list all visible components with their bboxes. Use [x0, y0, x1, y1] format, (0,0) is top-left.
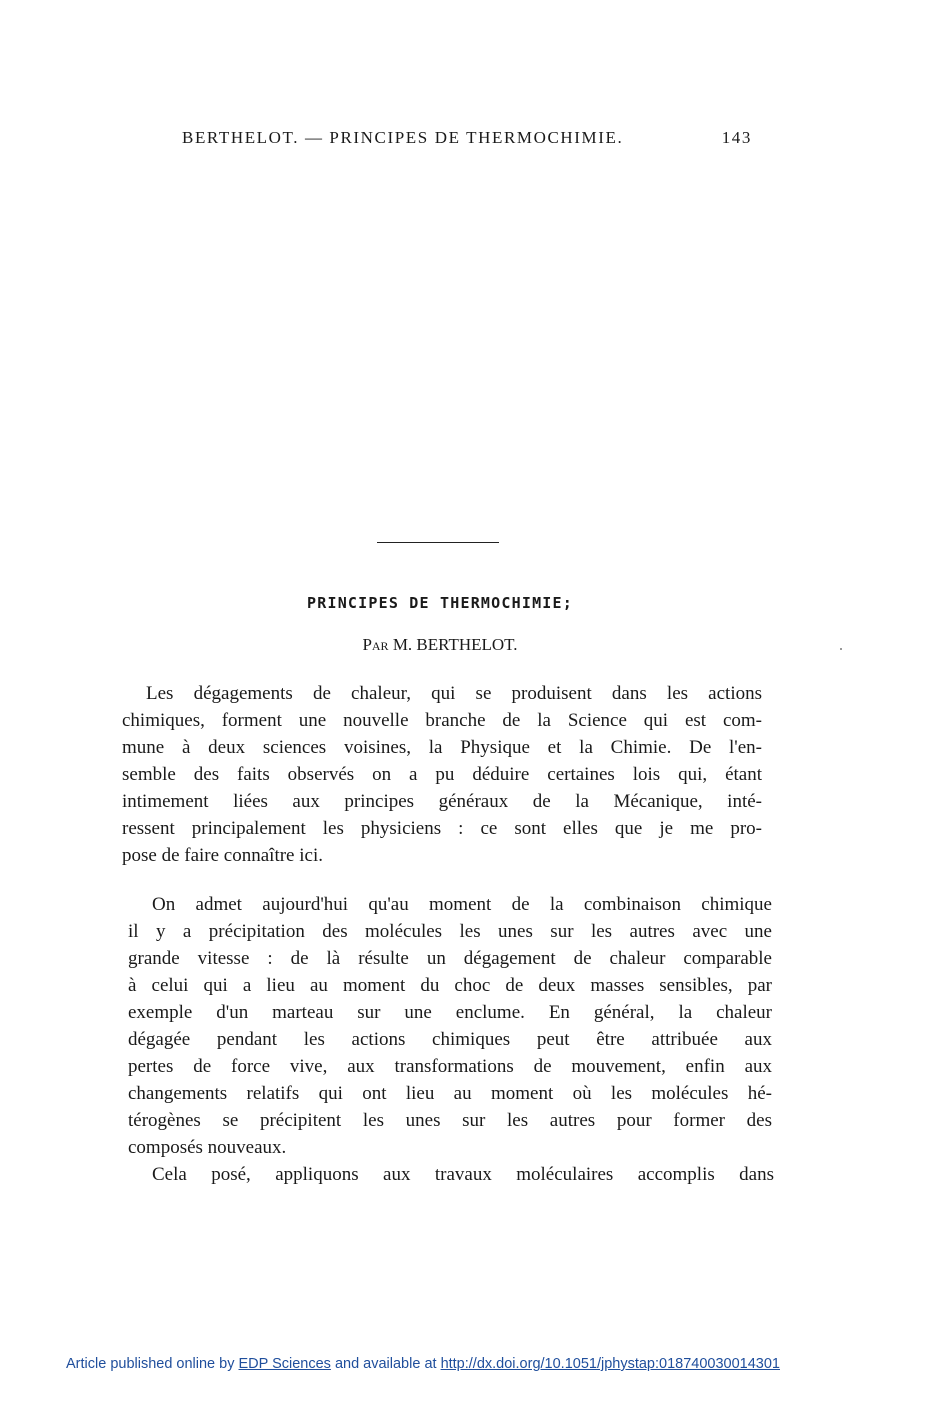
footer-middle: and available at	[334, 1356, 437, 1372]
footer-prefix: Article published online by	[66, 1356, 235, 1372]
running-head	[182, 128, 752, 152]
text-line: dégagée pendant les actions chimiques peut être attribuée aux	[128, 1029, 772, 1050]
paragraph-2	[128, 891, 772, 1161]
text-line: Les dégagements de chaleur, qui se produisent dans les actions	[146, 683, 762, 704]
text-line: mune à deux sciences voisines, la Physique et la Chimie. De l'en-	[122, 737, 762, 758]
article-title: PRINCIPES DE THERMOCHIMIE;	[307, 594, 573, 612]
text-line: intimement liées aux principes généraux de la Mécanique, inté-	[122, 791, 762, 812]
running-title: BERTHELOT. — PRINCIPES DE THERMOCHIMIE.	[182, 128, 624, 147]
text-line: exemple d'un marteau sur une enclume. En général, la chaleur	[128, 1002, 772, 1023]
byline	[0, 635, 880, 655]
text-line: térogènes se précipitent les unes sur les autres pour former des	[128, 1110, 772, 1131]
publication-footer	[66, 1356, 780, 1372]
byline-prefix: Par	[362, 635, 389, 654]
text-line: pertes de force vive, aux transformations de mouvement, enfin aux	[128, 1056, 772, 1077]
text-line: à celui qui a lieu au moment du choc de deux masses sensibles, par	[128, 975, 772, 996]
publisher-link[interactable]: EDP Sciences	[238, 1356, 331, 1372]
text-line: Cela posé, appliquons aux travaux moléculaires accomplis dans	[152, 1164, 774, 1185]
byline-author: M. BERTHELOT.	[392, 635, 518, 654]
page-number: 143	[721, 128, 752, 147]
paragraph-1	[122, 680, 762, 869]
doi-link[interactable]: http://dx.doi.org/10.1051/jphystap:018740030014301	[440, 1356, 780, 1372]
section-divider	[377, 542, 499, 543]
text-line: composés nouveaux.	[128, 1137, 287, 1158]
text-line: ressent principalement les physiciens : ce sont elles que je me pro-	[122, 818, 762, 839]
text-line: On admet aujourd'hui qu'au moment de la combinaison chimique	[152, 894, 772, 915]
text-line: changements relatifs qui ont lieu au moment où les molécules hé-	[128, 1083, 772, 1104]
text-line: il y a précipitation des molécules les unes sur les autres avec une	[128, 921, 772, 942]
text-line: semble des faits observés on a pu déduire certaines lois qui, étant	[122, 764, 762, 785]
margin-speck	[840, 648, 842, 650]
text-line: grande vitesse : de là résulte un dégagement de chaleur comparable	[128, 948, 772, 969]
text-line: chimiques, forment une nouvelle branche de la Science qui est com-	[122, 710, 762, 731]
text-line: pose de faire connaître ici.	[122, 845, 323, 866]
paragraph-3	[128, 1161, 774, 1188]
